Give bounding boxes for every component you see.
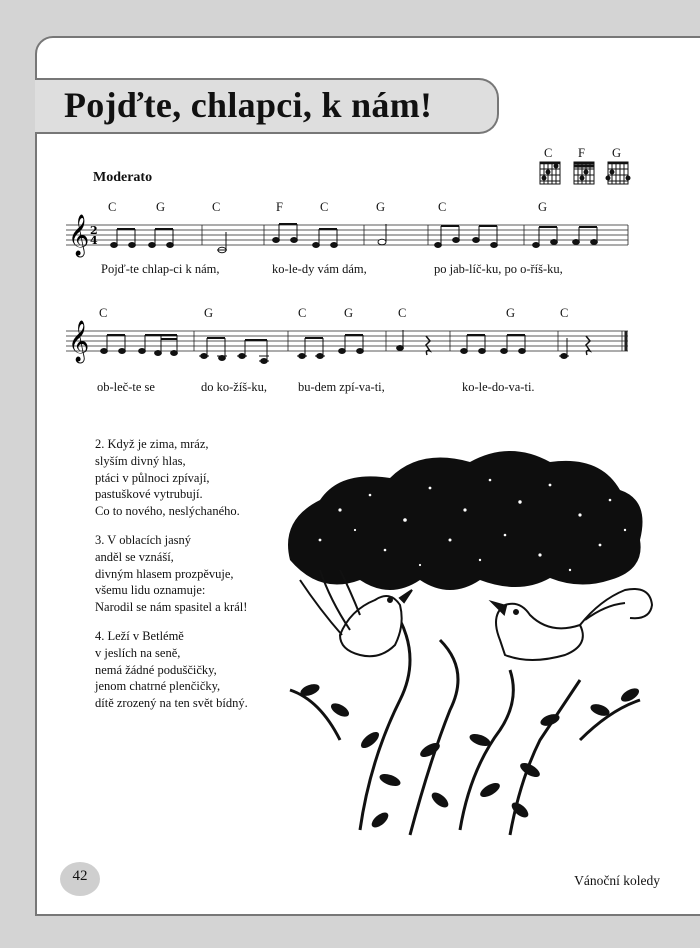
treble-clef-icon: 𝄞 [68,215,90,256]
lyric-segment: ob-leč-te se [97,380,155,394]
chord-symbol: C [398,306,407,320]
chord-symbol: G [538,200,548,214]
chord-symbol: G [344,306,354,320]
stanza-line: 4. Leží v Betlémě [95,629,184,643]
song-title: Pojďte, chlapci, k nám! [64,85,433,125]
lyric-segment: po jab-líč-ku, po o-říš-ku, [434,262,563,276]
vine-leaves [299,682,641,830]
page-number: 42 [72,868,88,884]
stanza-line: nemá žádné poduščičky, [95,662,217,677]
stanza-line: anděl se vznáší, [95,549,174,564]
lyric-segment: Pojď-te chlap-ci k nám, [101,262,220,276]
chord-symbol: C [320,200,329,214]
chord-symbol: C [298,306,307,320]
stanza-3 [95,532,247,616]
guitar-chord-label: F [578,146,585,160]
chord-symbol: C [212,200,221,214]
guitar-chord-diagrams-icon [538,158,634,186]
guitar-chord-label: C [544,146,553,160]
time-signature-top: 2 [90,224,98,237]
stanza-2 [95,436,240,520]
music-staff-2 [66,318,632,372]
stanza-line: 3. V oblacích jasný [95,533,192,547]
chord-symbol: G [156,200,166,214]
lyric-segment: bu-dem zpí-va-ti, [298,380,385,394]
treble-clef-icon: 𝄞 [68,321,90,362]
music-staff-1 [66,212,632,262]
stanza-line: 2. Když je zima, mráz, [95,437,209,451]
stanza-line: pastuškové vytrubují. [95,487,203,502]
chord-symbol: C [108,200,117,214]
chord-symbol: F [276,200,283,214]
stanza-line: Co to nového, neslýchaného. [95,504,240,519]
guitar-chord-label: G [612,146,622,160]
page-number-tail [37,890,67,912]
stanza-line: ptáci v půlnoci zpívají, [95,470,210,485]
stanza-line: dítě zrozený na ten svět bídný. [95,696,248,711]
birds-and-night-sky-illustration [280,440,660,840]
stanza-line: jenom chatrné plenčičky, [95,679,221,694]
stanza-line: všemu lidu oznamuje: [95,583,206,598]
book-title-footer: Vánoční koledy [574,873,660,888]
time-signature-bottom: 4 [90,234,98,247]
chord-symbol: G [376,200,386,214]
stanza-line: slyším divný hlas, [95,453,186,468]
chord-symbol: G [204,306,214,320]
vines [290,620,640,835]
lyric-segment: ko-le-do-va-ti. [462,380,535,394]
lyric-segment: do ko-žíš-ku, [201,380,267,394]
stanza-line: v jeslích na seně, [95,645,181,660]
stanza-4 [95,628,248,712]
stanza-line: Narodil se nám spasitel a král! [95,600,248,615]
stanza-line: divným hlasem prozpěvuje, [95,566,234,581]
bird-right [492,589,652,660]
chord-symbol: C [438,200,447,214]
lyric-segment: ko-le-dy vám dám, [272,262,367,276]
night-cloud [288,451,643,590]
chord-symbol: G [506,306,516,320]
chord-symbol: C [99,306,108,320]
chord-symbol: C [560,306,569,320]
tempo-marking: Moderato [93,170,153,185]
